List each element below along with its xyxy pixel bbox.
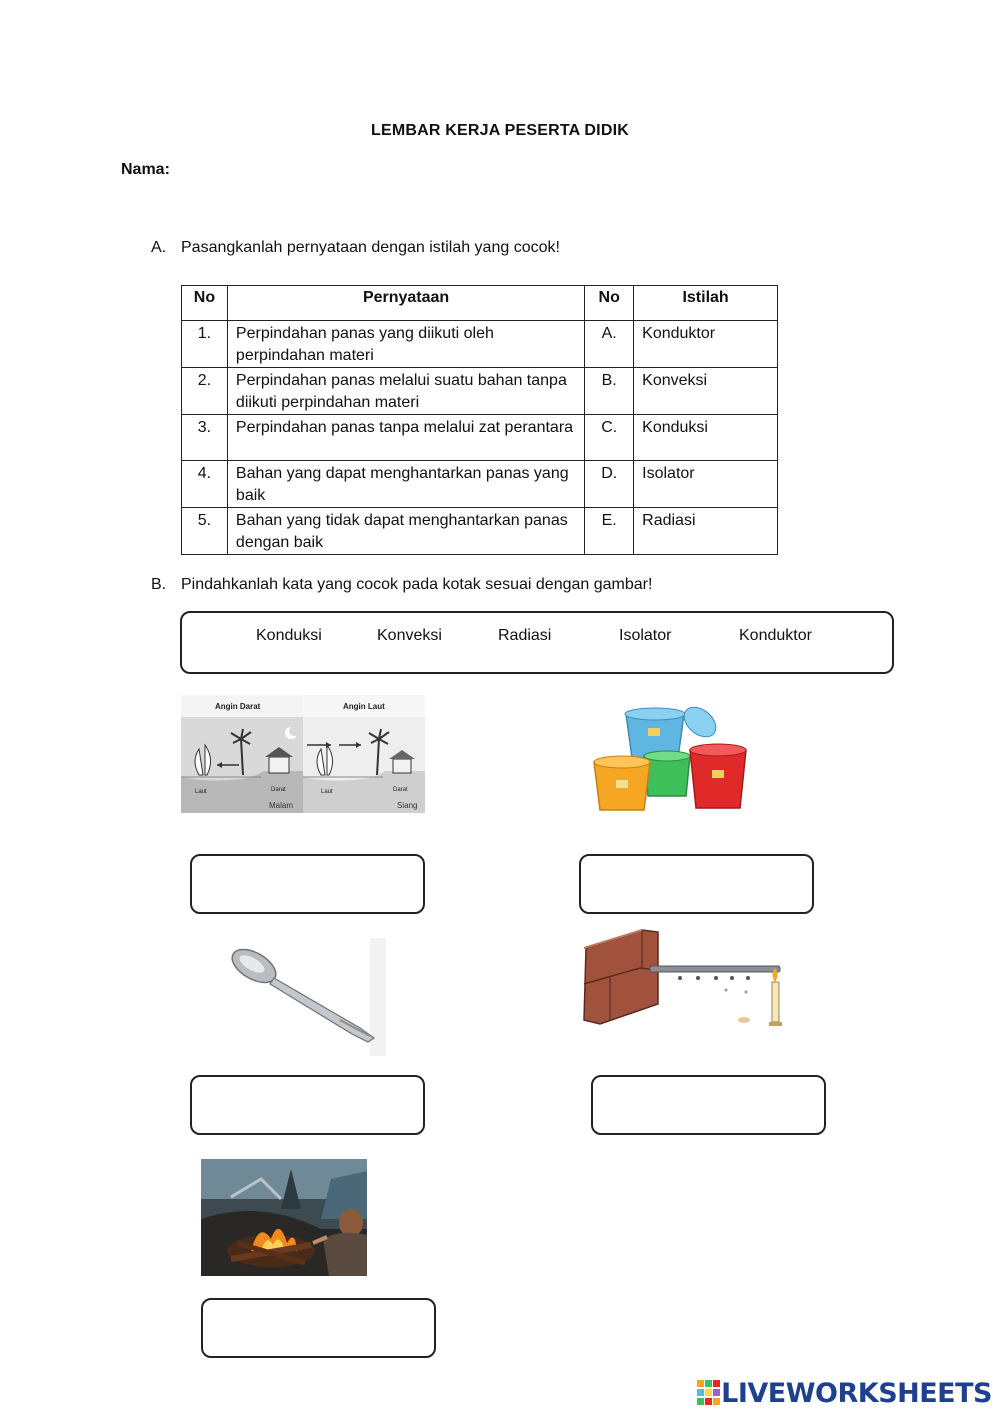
row-number: 5. <box>182 508 228 555</box>
worksheet-title: LEMBAR KERJA PESERTA DIDIK <box>371 122 629 139</box>
row-letter: A. <box>585 321 634 368</box>
section-a-text: Pasangkanlah pernyataan dengan istilah yang cocok! <box>181 239 560 256</box>
sea-breeze-diagram <box>181 695 425 813</box>
row-term: Konduksi <box>634 415 778 461</box>
row-statement: Perpindahan panas yang diikuti oleh perpindahan materi <box>227 321 584 368</box>
plastic-buckets-image <box>590 700 752 818</box>
table-row <box>182 508 778 555</box>
diagram-darat-right: Darat <box>393 787 408 793</box>
diagram-laut-right: Laut <box>321 789 333 795</box>
draggable-word-radiasi[interactable]: Radiasi <box>498 627 552 644</box>
answer-box-4[interactable] <box>591 1075 826 1135</box>
draggable-word-isolator[interactable]: Isolator <box>619 627 672 644</box>
table-header-row <box>182 286 778 321</box>
word-bank <box>180 611 894 674</box>
header-no-term: No <box>585 286 634 321</box>
draggable-word-konduksi[interactable]: Konduksi <box>256 627 322 644</box>
diagram-laut-left: Laut <box>195 789 207 795</box>
row-term: Radiasi <box>634 508 778 555</box>
header-no: No <box>182 286 228 321</box>
diagram-left-title: Angin Darat <box>215 702 261 711</box>
section-b-instruction <box>151 576 652 594</box>
section-a-instruction <box>151 239 560 257</box>
row-term: Isolator <box>634 461 778 508</box>
table-row <box>182 415 778 461</box>
row-number: 1. <box>182 321 228 368</box>
matching-table <box>181 285 778 555</box>
answer-box-5[interactable] <box>201 1298 436 1358</box>
campfire-image <box>201 1159 367 1276</box>
draggable-word-konveksi[interactable]: Konveksi <box>377 627 442 644</box>
table-row <box>182 368 778 415</box>
row-statement: Perpindahan panas tanpa melalui zat perantara <box>227 415 584 461</box>
liveworksheets-logo-text: LIVEWORKSHEETS <box>721 1377 992 1409</box>
diagram-malam: Malam <box>269 801 294 810</box>
row-letter: C. <box>585 415 634 461</box>
conduction-experiment-image <box>580 928 785 1028</box>
row-statement: Perpindahan panas melalui suatu bahan tanpa diikuti perpindahan materi <box>227 368 584 415</box>
row-number: 4. <box>182 461 228 508</box>
section-b-text: Pindahkanlah kata yang cocok pada kotak sesuai dengan gambar! <box>181 576 653 593</box>
row-letter: D. <box>585 461 634 508</box>
row-term: Konveksi <box>634 368 778 415</box>
table-row <box>182 461 778 508</box>
header-statement: Pernyataan <box>227 286 584 321</box>
diagram-darat-left: Darat <box>271 787 286 793</box>
table-row <box>182 321 778 368</box>
header-term: Istilah <box>634 286 778 321</box>
section-b-number: B. <box>151 576 167 593</box>
answer-box-1[interactable] <box>190 854 425 914</box>
answer-box-3[interactable] <box>190 1075 425 1135</box>
row-term: Konduktor <box>634 321 778 368</box>
liveworksheets-blocks-icon <box>697 1380 721 1406</box>
row-number: 2. <box>182 368 228 415</box>
row-letter: E. <box>585 508 634 555</box>
draggable-word-konduktor[interactable]: Konduktor <box>739 627 812 644</box>
name-label: Nama: <box>121 161 170 178</box>
liveworksheets-logo <box>697 1376 992 1410</box>
diagram-right-title: Angin Laut <box>343 702 385 711</box>
row-statement: Bahan yang tidak dapat menghantarkan panas dengan baik <box>227 508 584 555</box>
section-a-number: A. <box>151 239 167 256</box>
row-letter: B. <box>585 368 634 415</box>
row-number: 3. <box>182 415 228 461</box>
spoon-image <box>220 938 386 1056</box>
row-statement: Bahan yang dapat menghantarkan panas yang baik <box>227 461 584 508</box>
diagram-siang: Siang <box>397 801 418 810</box>
answer-box-2[interactable] <box>579 854 814 914</box>
